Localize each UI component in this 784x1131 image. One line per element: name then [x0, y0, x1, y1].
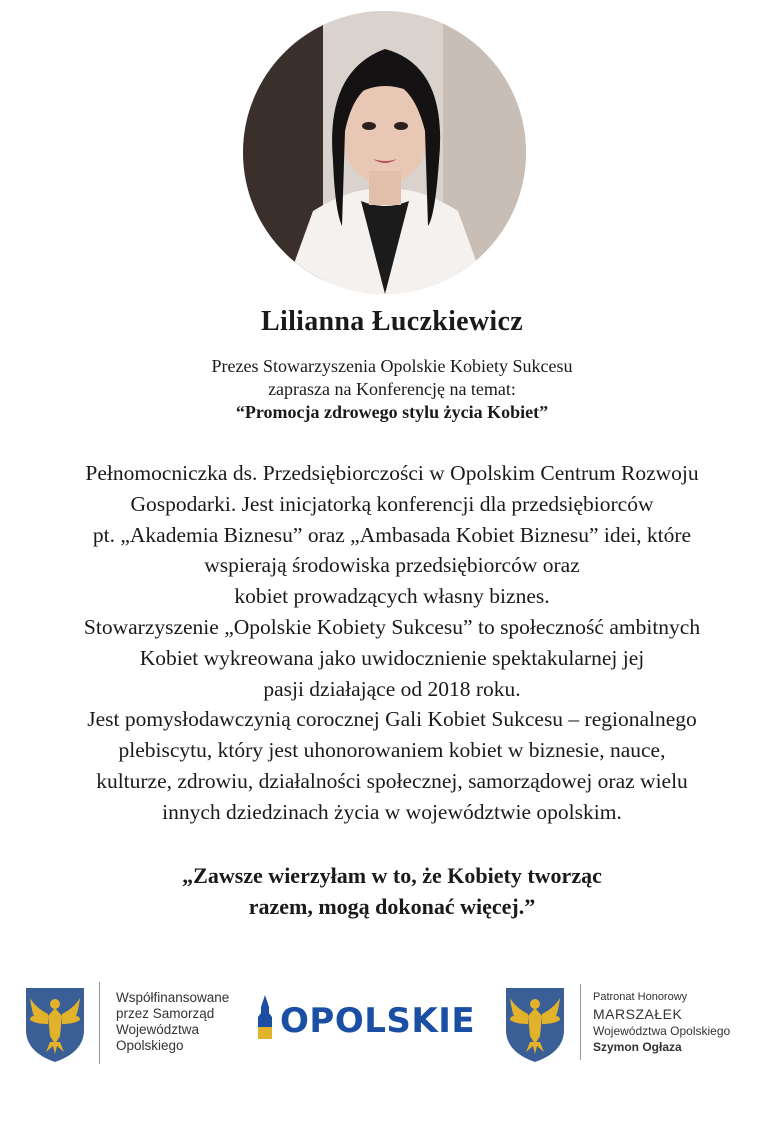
bio-line: wspierają środowiska przedsiębiorców oraz	[204, 553, 580, 578]
speaker-name: Lilianna Łuczkiewicz	[261, 306, 523, 337]
invite-line: zaprasza na Konferencję na temat:	[268, 379, 516, 399]
bio-line: kobiet prowadzących własny biznes.	[234, 584, 550, 609]
quote-block	[0, 860, 784, 922]
role-line: Prezes Stowarzyszenia Opolskie Kobiety Sukcesu	[211, 356, 573, 376]
bio-line: kulturze, zdrowiu, działalności społecznej, samorządowej oraz wielu	[96, 768, 688, 793]
opolskie-wordmark: OPOLSKIE	[280, 1001, 476, 1041]
bio-line: pt. „Akademia Biznesu” oraz „Ambasada Kobiet Biznesu” idei, które	[92, 522, 692, 547]
opolskie-tower-icon	[256, 995, 274, 1041]
opole-eagle-crest-icon	[504, 986, 566, 1064]
divider	[580, 984, 581, 1060]
footer-logos	[0, 980, 784, 1090]
divider	[99, 982, 100, 1064]
bio-line: Gospodarki. Jest inicjatorką konferencji dla przedsiębiorców	[130, 491, 654, 516]
bio-line: Jest pomysłodawczynią corocznej Gali Kobiet Sukcesu – regionalnego	[87, 707, 697, 732]
bio-line: pasji działające od 2018 roku.	[263, 676, 521, 701]
subtitle-block	[0, 355, 784, 424]
quote-line: „Zawsze wierzyłam w to, że Kobiety tworząc	[182, 863, 602, 888]
conference-topic: “Promocja zdrowego stylu życia Kobiet”	[235, 402, 549, 422]
patronage-text: Patronat Honorowy MARSZAŁEK Województwa Opolskiego Szymon Ogłaza	[593, 991, 731, 1054]
bio-line: plebiscytu, który jest uhonorowaniem kobiet w biznesie, nauce,	[118, 738, 666, 763]
bio-line: Pełnomocniczka ds. Przedsiębiorczości w Opolskim Centrum Rozwoju	[85, 461, 699, 485]
opole-eagle-crest-icon	[24, 986, 86, 1064]
cofinanced-text: Współfinansowane przez Samorząd Województwa Opolskiego	[116, 990, 230, 1053]
bio-line: innych dziedzinach życia w województwie opolskim.	[162, 799, 622, 824]
portrait-photo	[243, 11, 526, 294]
quote-line: razem, mogą dokonać więcej.”	[248, 894, 536, 919]
opolskie-logo	[256, 993, 476, 1043]
bio-text	[30, 458, 754, 828]
bio-line: Stowarzyszenie „Opolskie Kobiety Sukcesu” to społeczność ambitnych	[83, 614, 701, 639]
bio-line: Kobiet wykreowana jako uwidocznienie spektakularnej jej	[139, 645, 645, 670]
